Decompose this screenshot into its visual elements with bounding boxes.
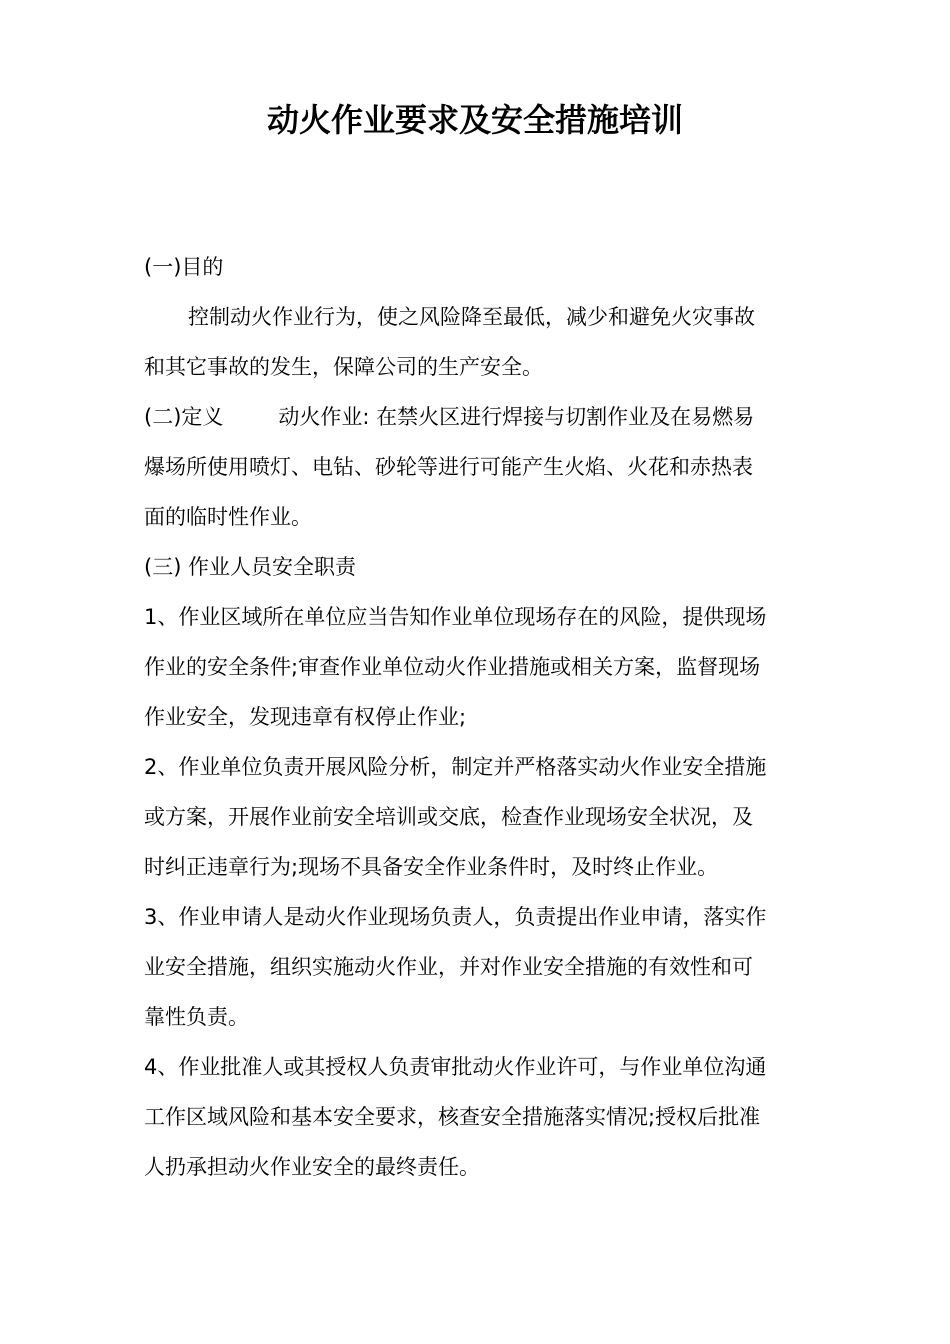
item-1-line-3: 作业安全，发现违章有权停止作业; [144, 705, 467, 729]
definition-line-3: 面的临时性作业。 [144, 505, 312, 529]
item-3-line-3: 靠性负责。 [144, 1005, 249, 1029]
definition-line-1: (二)定义 动火作业: 在禁火区进行焊接与切割作业及在易燃易 [144, 405, 755, 429]
purpose-line-2: 和其它事故的发生，保障公司的生产安全。 [144, 355, 543, 379]
item-2-line-3: 时纠正违章行为;现场不具备安全作业条件时，及时终止作业。 [144, 855, 719, 879]
heading-purpose: (一)目的 [144, 255, 224, 279]
item-4-line-2: 工作区域风险和基本安全要求，核查安全措施落实情况;授权后批准 [144, 1105, 761, 1129]
purpose-line-1: 控制动火作业行为，使之风险降至最低，减少和避免火灾事故 [188, 305, 755, 329]
item-3-line-1: 3、作业申请人是动火作业现场负责人，负责提出作业申请，落实作 [144, 905, 767, 929]
item-3-line-2: 业安全措施，组织实施动火作业，并对作业安全措施的有效性和可 [144, 955, 753, 979]
item-2-line-2: 或方案，开展作业前安全培训或交底，检查作业现场安全状况，及 [144, 805, 753, 829]
heading-responsibilities: (三) 作业人员安全职责 [144, 555, 357, 579]
item-1-line-2: 作业的安全条件;审查作业单位动火作业措施或相关方案，监督现场 [144, 655, 761, 679]
document-title: 动火作业要求及安全措施培训 [266, 101, 683, 139]
item-4-line-1: 4、作业批准人或其授权人负责审批动火作业许可，与作业单位沟通 [144, 1055, 767, 1079]
document-body [144, 242, 809, 1192]
item-1-line-1: 1、作业区域所在单位应当告知作业单位现场存在的风险，提供现场 [144, 605, 767, 629]
heading-definition: (二)定义 [144, 405, 224, 429]
item-2-line-1: 2、作业单位负责开展风险分析，制定并严格落实动火作业安全措施 [144, 755, 767, 779]
definition-line-2: 爆场所使用喷灯、电钻、砂轮等进行可能产生火焰、火花和赤热表 [144, 455, 753, 479]
item-4-line-3: 人扔承担动火作业安全的最终责任。 [144, 1155, 480, 1179]
